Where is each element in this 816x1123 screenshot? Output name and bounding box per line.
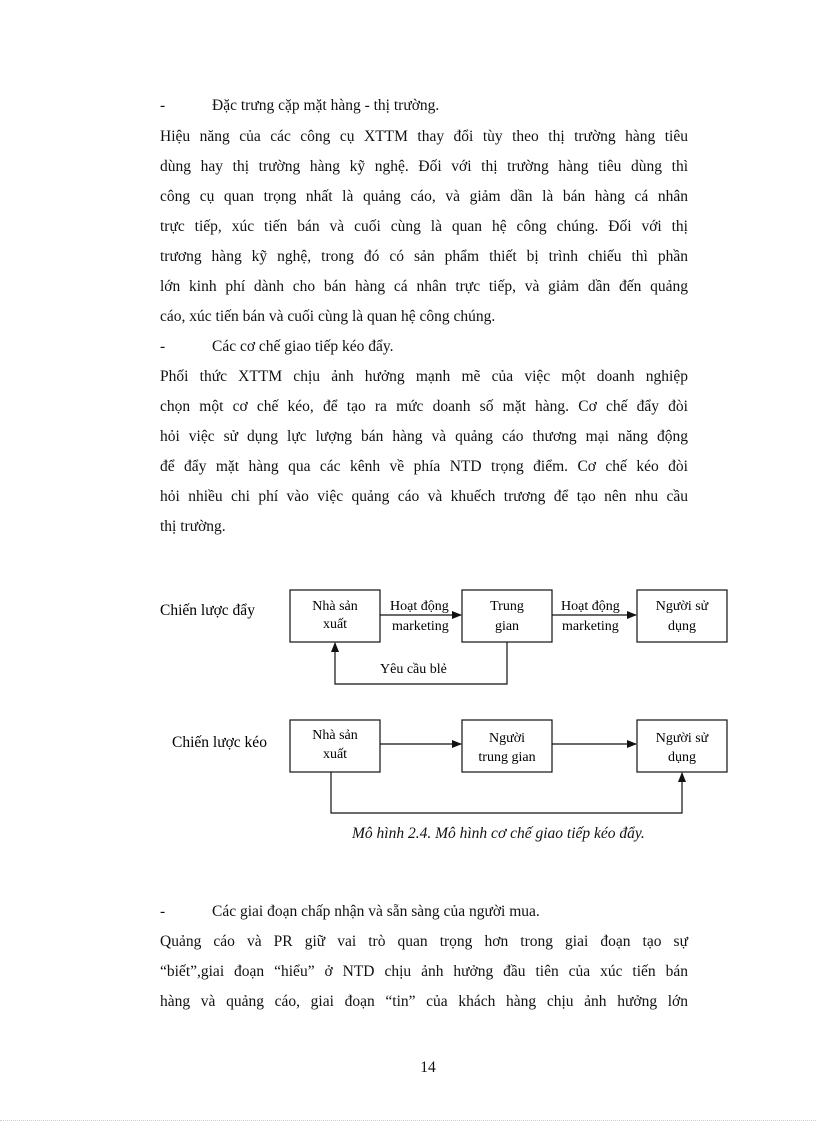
- push-middleman-box: [462, 590, 552, 642]
- pull-middleman-line1: Người: [489, 731, 525, 746]
- paragraph-line: hỏi nhiều chi phí vào việc quảng cáo và khuếch trương để tạo nên nhu cầu: [160, 488, 688, 505]
- push-arrow1-line2: marketing: [392, 619, 449, 634]
- paragraph-line: để đẩy mặt hàng qua các kênh về phía NTD trọng điểm. Cơ chế kéo đòi: [160, 458, 688, 475]
- push-arrow1-line1: Hoạt động: [390, 599, 449, 614]
- paragraph-line: hàng và quảng cáo, giai đoạn “tin” của khách hàng chịu ảnh hưởng lớn: [160, 993, 688, 1010]
- page-bottom-rule: [0, 1120, 816, 1121]
- paragraph-line: chọn một cơ chế kéo, để tạo ra mức doanh số mặt hàng. Cơ chế đẩy đòi: [160, 398, 688, 415]
- bullet-dash: -: [160, 338, 166, 355]
- paragraph-line: cáo, xúc tiến bán và cuối cùng là quan hệ công chúng.: [160, 308, 496, 325]
- bullet-dash: -: [160, 903, 166, 920]
- paragraph-line: thị trường.: [160, 518, 226, 535]
- bullet-dash: -: [160, 97, 166, 114]
- paragraph-line: công cụ quan trọng nhất là quảng cáo, và giảm dần là bán hàng cá nhân: [160, 188, 688, 205]
- paragraph-line: trương hàng kỹ nghệ, trong đó có sản phẩm thiết bị trình chiếu thì phần: [160, 248, 688, 265]
- pull-producer-line2: xuất: [322, 747, 348, 762]
- paragraph-line: “biết”,giai đoạn “hiểu” ở NTD chịu ảnh hưởng đầu tiên của xúc tiến bán: [160, 963, 688, 980]
- pull-strategy-label: Chiến lược kéo: [172, 734, 267, 751]
- paragraph-line: Quảng cáo và PR giữ vai trò quan trọng hơn trong giai đoạn tạo sự: [160, 933, 688, 950]
- push-user-line2: dụng: [668, 619, 696, 634]
- push-arrow2-line2: marketing: [562, 619, 619, 634]
- push-producer-box: [290, 590, 380, 642]
- push-middleman-line1: Trung: [490, 599, 524, 614]
- section-heading-push-pull: Các cơ chế giao tiếp kéo đẩy.: [212, 338, 394, 355]
- section-heading-buyer-stages: Các giai đoạn chấp nhận và sẵn sàng của người mua.: [212, 903, 540, 920]
- push-arrow2-line1: Hoạt động: [561, 599, 620, 614]
- figure-caption: Mô hình 2.4. Mô hình cơ chế giao tiếp kéo đẩy.: [352, 825, 645, 842]
- push-producer-line1: Nhà sản: [312, 599, 358, 614]
- page-number: 14: [420, 1059, 436, 1076]
- push-middleman-line2: gian: [494, 619, 520, 634]
- pull-direct-arrow: [331, 772, 682, 813]
- push-user-box: [637, 590, 727, 642]
- push-user-line1: Người sử: [655, 599, 709, 614]
- pull-user-line1: Người sử: [655, 731, 709, 746]
- paragraph-line: hỏi việc sử dụng lực lượng bán hàng và quảng cáo thương mại năng động: [160, 428, 688, 445]
- paragraph-line: trực tiếp, xúc tiến bán và cuối cùng là quan hệ công chúng. Đối với thị: [160, 218, 688, 235]
- pull-middleman-line2: trung gian: [478, 750, 536, 765]
- pull-producer-line1: Nhà sản: [312, 728, 358, 743]
- section-heading-market-product: Đặc trưng cặp mặt hàng - thị trường.: [212, 97, 440, 114]
- paragraph-line: Phối thức XTTM chịu ảnh hưởng mạnh mẽ của việc một doanh nghiệp: [160, 368, 688, 385]
- pull-user-line2: dụng: [668, 750, 696, 765]
- push-strategy-label: Chiến lược đẩy: [160, 602, 255, 619]
- push-producer-line2: xuất: [322, 617, 348, 632]
- paragraph-line: lớn kinh phí dành cho bán hàng cá nhân trực tiếp, và giảm dần đến quảng: [160, 278, 688, 295]
- paragraph-line: dùng hay thị trường hàng kỹ nghệ. Đối với thị trường hàng tiêu dùng thì: [160, 158, 688, 175]
- push-feedback-label: Yêu cầu blẻ: [380, 662, 447, 677]
- paragraph-line: Hiệu năng của các công cụ XTTM thay đổi tùy theo thị trường hàng tiêu: [160, 128, 688, 145]
